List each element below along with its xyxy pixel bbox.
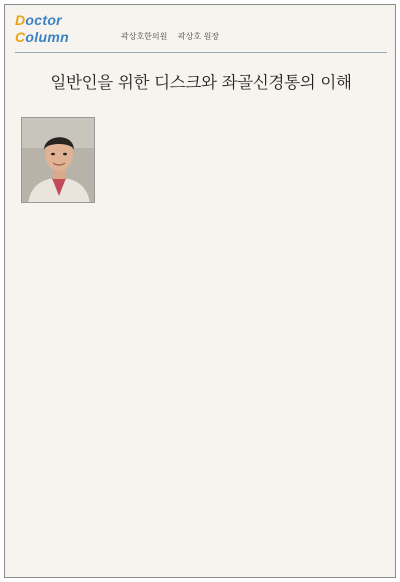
doctor-column-logo: Doctor Column xyxy=(15,12,69,45)
author-byline xyxy=(121,31,227,42)
article-headline: 일반인을 위한 디스크와 좌골신경통의 이해 xyxy=(50,73,352,92)
article-body-right xyxy=(211,113,389,561)
clinic-name: 곽상호한의원 xyxy=(121,32,168,41)
author-portrait xyxy=(21,117,95,203)
author-portrait-image xyxy=(22,118,95,203)
article-body-left-top xyxy=(99,113,203,213)
article-body-left xyxy=(21,215,203,561)
column-header xyxy=(15,13,387,53)
header-divider xyxy=(15,52,387,53)
author-name: 곽상호 원장 xyxy=(177,32,220,41)
column-page xyxy=(4,4,396,578)
